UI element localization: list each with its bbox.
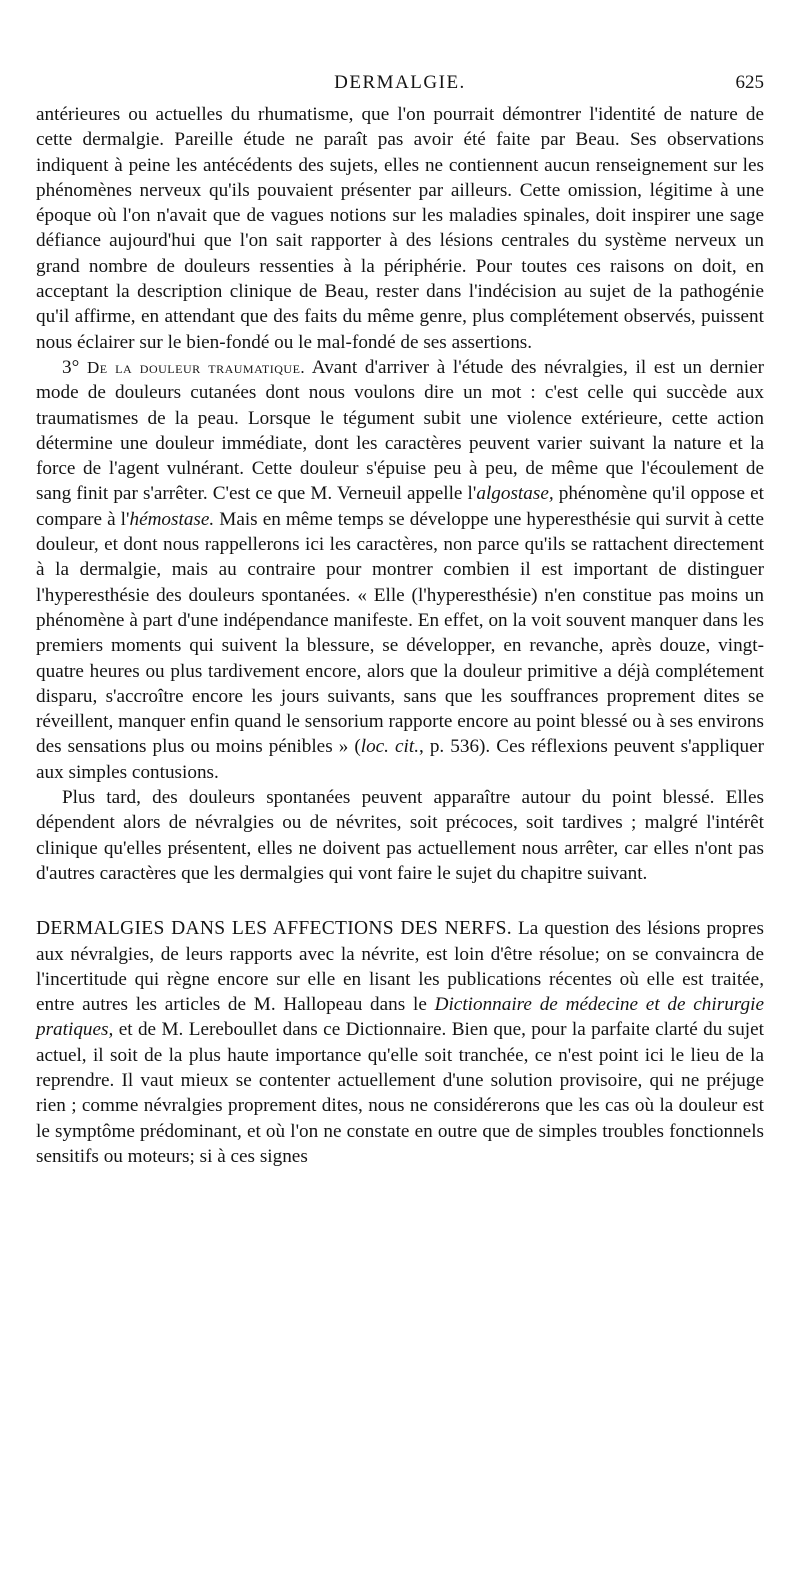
paragraph-text: Avant d'arriver à l'étude des névralgies, il est un dernier mode de douleurs cutanées dont nous voulons dire un mot : c'est celle qui succède aux traumatismes de la peau. Lorsque le tégument subit une violence extérieure, cette action détermine une douleur immédiate, dont les caractères peuvent varier suivant la nature et la force de l'agent vulnérant. Cette douleur s'épuise peu à peu, de même que l'écoulement de sang finit par s'arrêter. C'est ce que M. Verneuil appelle l' <box>36 356 764 505</box>
running-head <box>36 72 764 98</box>
paragraph-spontaneous-pain: Plus tard, des douleurs spontanées peuvent apparaître autour du point blessé. Elles dépendent alors de névralgies ou de névrites, soit précoces, soit tardives ; malgré l'intérêt clinique qu'elles présentent, elles ne doivent pas actuellement nous arrêter, car elles n'ont pas d'autres caractères que les dermalgies qui vont faire le sujet du chapitre suivant. <box>36 787 764 884</box>
paragraph-text: La question des lésions propres aux névralgies, de leurs rapports avec la névrite, est loin d'être résolue; on se convaincra de l'incertitude qui règne encore sur elle en lisant les publications récentes où elle est traitée, entre autres les articles de M. Hallopeau dans le <box>36 918 764 1016</box>
body-text <box>36 102 764 1169</box>
section-number: 3° <box>62 356 80 378</box>
term-hemostase: hémostase. <box>129 508 215 530</box>
citation-loc-cit: loc. cit. <box>360 736 419 758</box>
term-algostase: algostase, <box>476 483 554 505</box>
work-title-dictionnaire: Dictionnaire de médecine et de chirurgie pratiques, <box>36 994 764 1041</box>
paragraph-traumatic-pain <box>36 355 764 785</box>
paragraph-text: Mais en même temps se développe une hyperesthésie qui survit à cette douleur, et dont nous rappellerons ici les caractères, non parce qu'ils se rattachent directement à la dermalgie, mais au contraire pour montrer combien il est important de distinguer l'hyperesthésie des douleurs spontanées. « Elle (l'hyperesthésie) n'en constitue pas moins un phénomène à part d'une indépendance manifeste. En effet, on la voit souvent manquer dans les premiers moments qui suivent la blessure, se développer, en revanche, après douze, vingt-quatre heures ou plus tardivement encore, alors que la douleur primitive a déjà complétement disparu, s'accroître encore les jours suivants, sans que les souffrances proprement dites se réveillent, manquer enfin quand le sensorium rapporte encore au point blessé ou à ses environs des sensations plus ou moins pénibles » ( <box>36 508 764 758</box>
paragraph-text: et de M. Lereboullet dans ce Dictionnaire. Bien que, pour la parfaite clarté du sujet actuel, il soit de la plus haute importance qu'elle soit tranchée, ce n'est point ici le lieu de la reprendre. Il vaut mieux se contenter actuellement d'une solution provisoire, qui ne préjuge rien ; comme névralgies proprement dites, nous ne considérerons que les cas où la douleur est le symptôme prédominant, et où l'on ne constate en outre que de simples troubles fonctionnels sensitifs ou moteurs; si à ces signes <box>36 1019 764 1167</box>
section-heading-traumatic-pain: De la douleur traumatique. <box>86 357 306 377</box>
page-number: 625 <box>735 72 764 93</box>
section-spacer <box>36 886 764 916</box>
running-title: DERMALGIE. <box>334 72 466 93</box>
section-heading-nerve-affections: DERMALGIES DANS LES AFFECTIONS DES NERFS. <box>36 918 512 940</box>
paragraph-continuation: antérieures ou actuelles du rhumatisme, que l'on pourrait démontrer l'identité de nature de cette dermalgie. Pareille étude ne paraît pas avoir été faite par Beau. Ses observations indiquent à peine les antécédents des sujets, elles ne contiennent aucun renseignement sur les phénomènes nerveux qu'ils pouvaient présenter par ailleurs. Cette omission, légitime à une époque où l'on n'avait que de vagues notions sur les maladies spinales, doit inspirer une sage défiance aujourd'hui que l'on sait rapporter à des lésions centrales du système nerveux un grand nombre de douleurs ressenties à la périphérie. Pour toutes ces raisons on doit, en acceptant la description clinique de Beau, rester dans l'indécision au sujet de la pathogénie qu'il affirme, en attendant que des faits du même genre, plus complétement observés, puissent nous éclairer sur le bien-fondé ou le mal-fondé de ses assertions. <box>36 104 764 353</box>
paragraph-text: phénomène qu'il oppose et compare à l' <box>36 483 764 530</box>
paragraph-nerve-affections <box>36 916 764 1169</box>
paragraph-text: , p. 536). Ces réflexions peuvent s'appliquer aux simples contusions. <box>36 736 765 783</box>
